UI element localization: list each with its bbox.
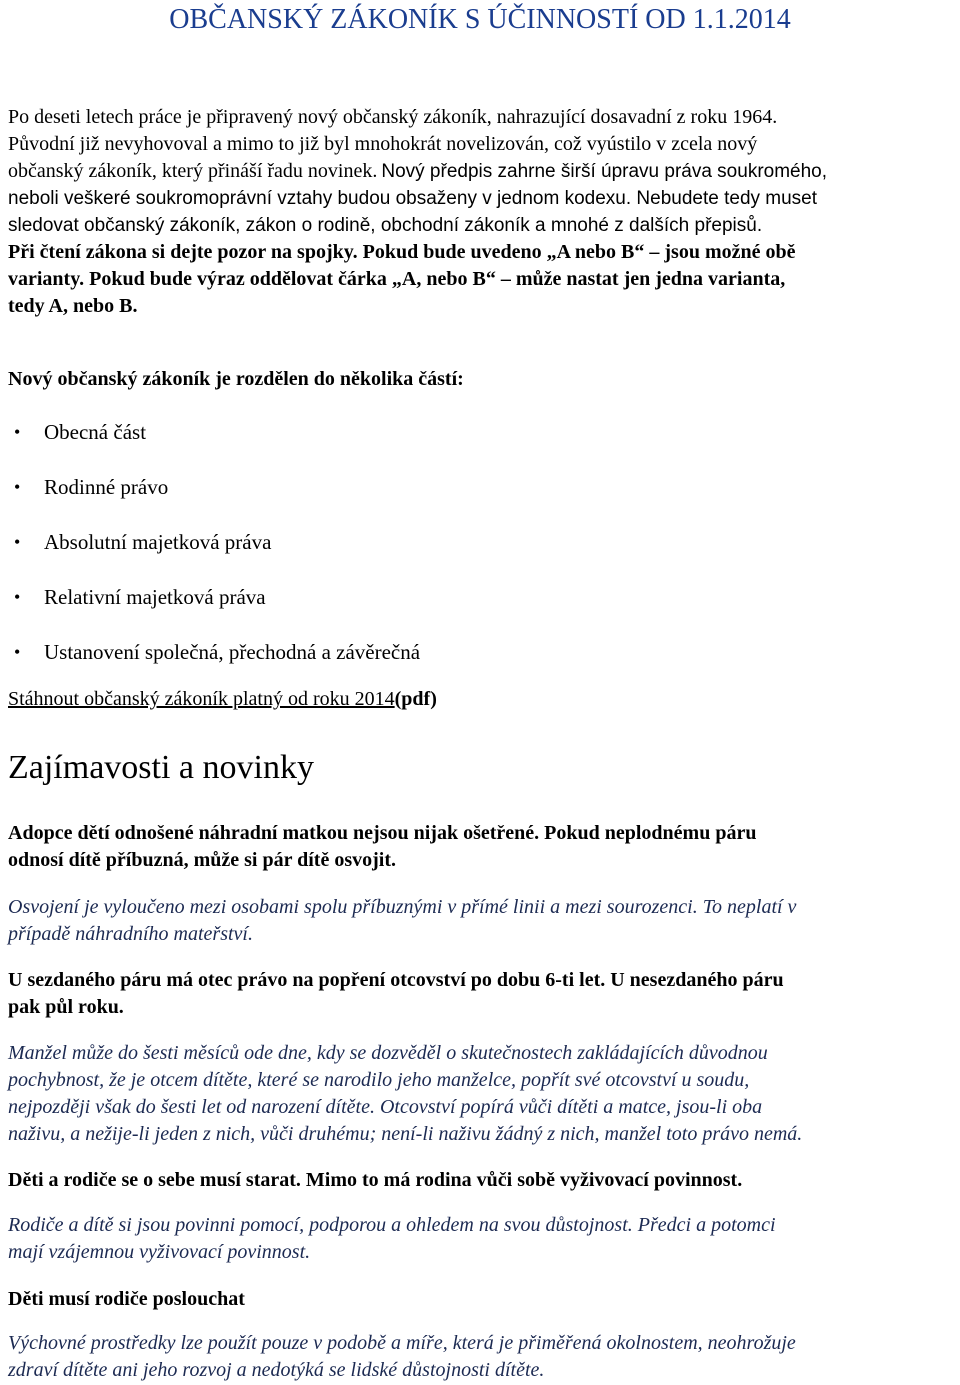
bullet-icon: •	[14, 587, 21, 607]
bullet-icon: •	[14, 642, 21, 662]
news-italic-line: Manžel může do šesti měsíců ode dne, kdy se dozvěděl o skutečnostech zakládajících důvodnou	[8, 1042, 768, 1064]
news-item	[8, 1167, 952, 1194]
intro-line: Po deseti letech práce je připravený nový občanský zákoník, nahrazující dosavadní z roku 1964.	[8, 106, 778, 128]
intro-line: sledovat občanský zákoník, zákon o rodině, obchodní zákoník a mnohé z dalších přepisů.	[8, 215, 763, 236]
intro-paragraph	[8, 104, 952, 239]
news-italic-line: pochybnost, že je otcem dítěte, které se narodilo jeho manželce, popřít své otcovství u soudu,	[8, 1069, 750, 1091]
intro-text-serif: občanský zákoník, který přináší řadu novinek.	[8, 160, 378, 182]
list-item	[8, 420, 420, 475]
news-italic-line: Výchovné prostředky lze použít pouze v podobě a míře, která je přiměřená okolnostem, neohrožuje	[8, 1332, 796, 1354]
news-italic-line: nejpozději však do šesti let od narození dítěte. Otcovství popírá vůči dítěti a matce, jsou-li oba	[8, 1096, 763, 1118]
news-heading: Zajímavosti a novinky	[8, 749, 314, 786]
list-item-label: Rodinné právo	[44, 475, 169, 499]
news-italic-line: Osvojení je vyloučeno mezi osobami spolu příbuznými v přímé linii a mezi sourozenci. To neplatí v	[8, 896, 797, 918]
conjunction-note	[8, 239, 952, 320]
news-item	[8, 820, 952, 874]
news-detail	[8, 1330, 952, 1384]
news-item	[8, 1286, 952, 1313]
list-item	[8, 530, 420, 585]
news-bold-line: Děti a rodiče se o sebe musí starat. Mimo to má rodina vůči sobě vyživovací povinnost.	[8, 1169, 743, 1191]
news-italic-line: zdraví dítěte ani jeho rozvoj a nedotýká se lidské důstojnosti dítěte.	[8, 1359, 545, 1381]
conjunction-line: tedy A, nebo B.	[8, 295, 138, 317]
bullet-icon: •	[14, 477, 21, 497]
conjunction-line: varianty. Pokud bude výraz oddělovat čárka „A, nebo B“ – může nastat jen jedna varianta,	[8, 268, 786, 290]
intro-text-sans: Nebudete tedy muset	[631, 188, 818, 209]
news-bold-line: Děti musí rodiče poslouchat	[8, 1288, 245, 1310]
conjunction-line: Při čtení zákona si dejte pozor na spojky. Pokud bude uvedeno „A nebo B“ – jsou možné obě	[8, 241, 796, 263]
news-bold-line: U sezdaného páru má otec právo na popření otcovství po dobu 6-ti let. U nesezdaného páru	[8, 969, 784, 991]
news-detail	[8, 1040, 952, 1148]
news-bold-line: odnosí dítě příbuzná, může si pár dítě osvojit.	[8, 849, 396, 871]
list-item	[8, 475, 420, 530]
parts-heading	[8, 366, 952, 393]
page-title: OBČANSKÝ ZÁKONÍK S ÚČINNOSTÍ OD 1.1.2014	[169, 4, 791, 35]
parts-heading-text: Nový občanský zákoník je rozdělen do několika částí:	[8, 368, 464, 390]
news-detail	[8, 894, 952, 948]
news-italic-line: naživu, a nežije-li jeden z nich, vůči druhému; není-li naživu žádný z nich, manžel toto právo nemá.	[8, 1123, 803, 1145]
intro-text-sans: Nový předpis zahrne širší úpravu práva soukromého,	[381, 161, 828, 182]
list-item	[8, 585, 420, 640]
parts-list	[8, 420, 420, 695]
intro-line: Původní již nevyhovoval a mimo to již byl mnohokrát novelizován, což vyústilo v zcela nový	[8, 133, 758, 155]
intro-line: neboli veškeré soukromoprávní vztahy budou obsaženy v jednom kodexu. Nebudete tedy muset	[8, 188, 818, 209]
list-item-label: Relativní majetková práva	[44, 585, 266, 609]
news-item	[8, 967, 952, 1021]
news-italic-line: Rodiče a dítě si jsou povinni pomocí, podporou a ohledem na svou důstojnost. Předci a potomci	[8, 1214, 776, 1236]
list-item-label: Absolutní majetková práva	[44, 530, 272, 554]
download-link[interactable]: Stáhnout občanský zákoník platný od roku 2014	[8, 688, 395, 710]
download-suffix: (pdf)	[394, 688, 437, 710]
news-bold-line: Adopce dětí odnošené náhradní matkou nejsou nijak ošetřené. Pokud neplodnému páru	[8, 822, 757, 844]
bullet-icon: •	[14, 532, 21, 552]
list-item-label: Ustanovení společná, přechodná a závěrečná	[44, 640, 421, 664]
intro-line	[8, 158, 952, 185]
news-detail	[8, 1212, 952, 1266]
news-italic-line: případě náhradního mateřství.	[8, 923, 253, 945]
bullet-icon: •	[14, 422, 21, 442]
download-row	[8, 686, 437, 713]
list-item-label: Obecná část	[44, 420, 147, 444]
news-italic-line: mají vzájemnou vyživovací povinnost.	[8, 1241, 311, 1263]
news-bold-line: pak půl roku.	[8, 996, 124, 1018]
